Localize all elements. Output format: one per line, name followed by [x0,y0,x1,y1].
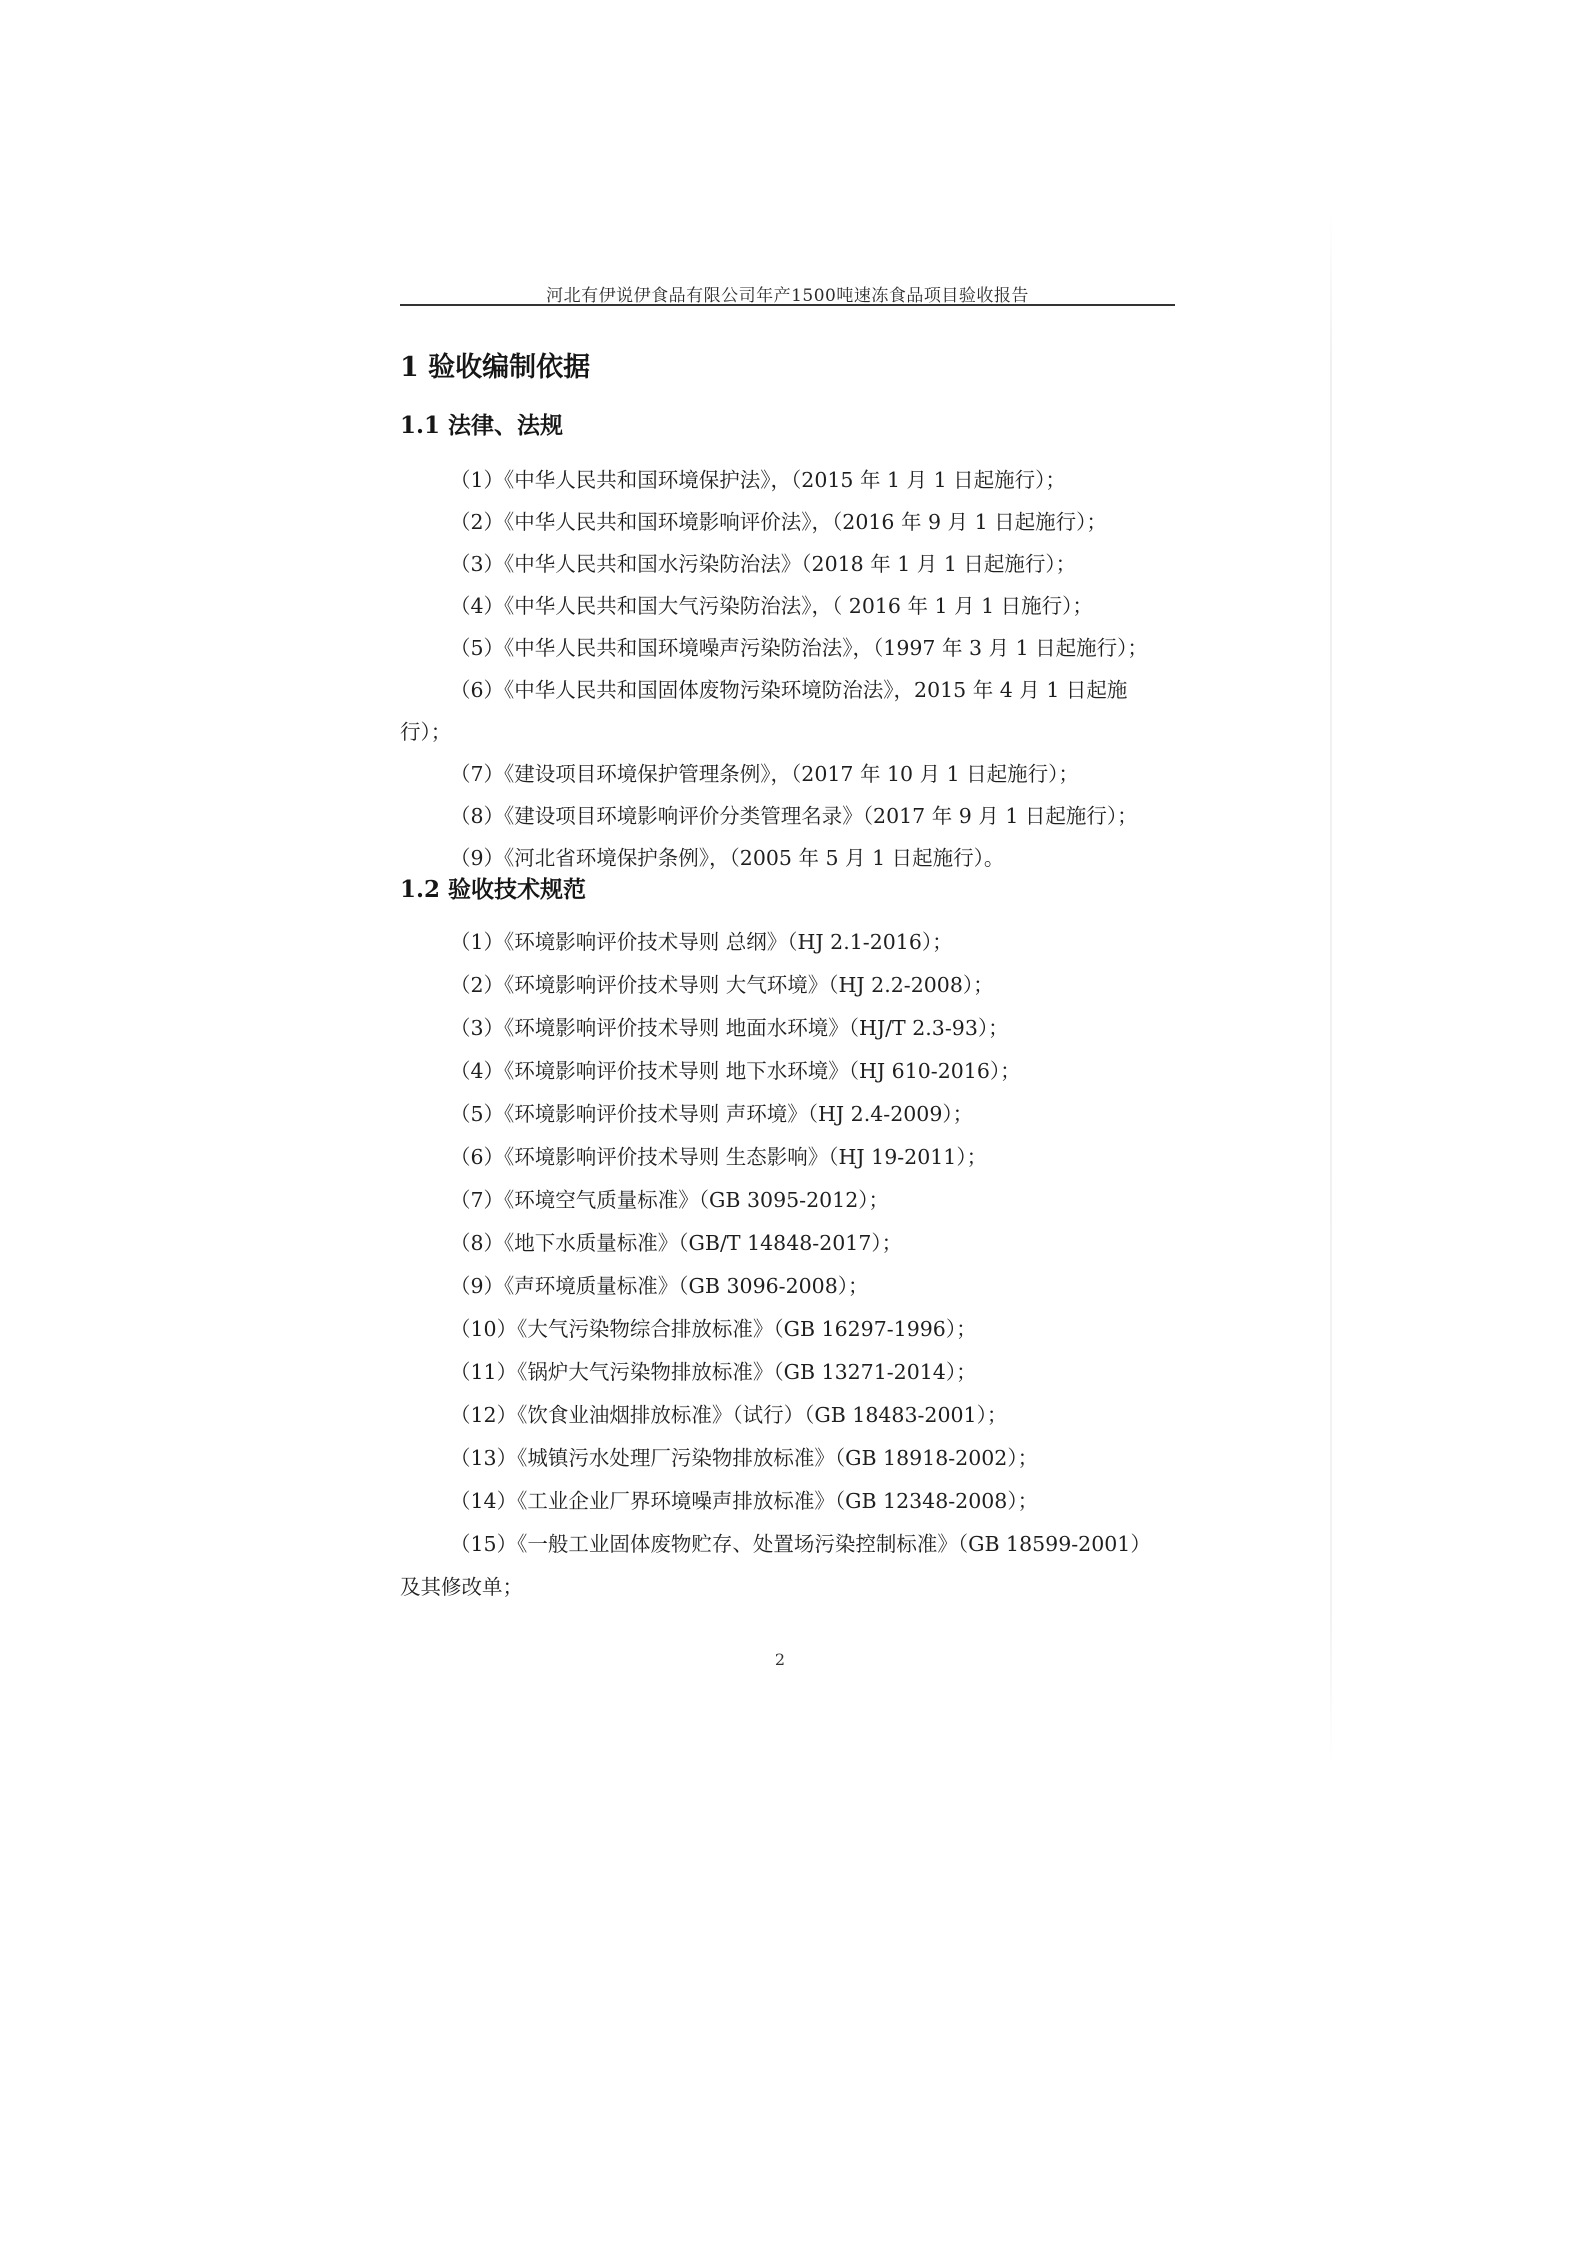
law-item-6: （6）《中华人民共和国固体废物污染环境防治法》，2015 年 4 月 1 日起施 [450,678,1128,702]
law-item-2: （2）《中华人民共和国环境影响评价法》，（2016 年 9 月 1 日起施行）； [450,510,1107,534]
section-1-2-heading: 1.2 验收技术规范 [400,876,587,903]
spec-item-11: （11）《锅炉大气污染物排放标准》（GB 13271-2014）； [450,1360,977,1384]
spec-item-8: （8）《地下水质量标准》（GB/T 14848-2017）； [450,1231,903,1255]
spec-item-15: （15）《一般工业固体废物贮存、处置场污染控制标准》（GB 18599-2001） [450,1532,1151,1556]
spec-item-6: （6）《环境影响评价技术导则 生态影响》（HJ 19-2011）； [450,1145,988,1169]
law-item-1: （1）《中华人民共和国环境保护法》，（2015 年 1 月 1 日起施行）； [450,468,1066,492]
spec-item-15-continuation: 及其修改单； [400,1575,523,1599]
law-item-4: （4）《中华人民共和国大气污染防治法》，（ 2016 年 1 月 1 日施行）； [450,594,1093,618]
scan-shadow-edge [1330,210,1332,1770]
spec-item-14: （14）《工业企业厂界环境噪声排放标准》（GB 12348-2008）； [450,1489,1039,1513]
spec-item-4: （4）《环境影响评价技术导则 地下水环境》（HJ 610-2016）； [450,1059,1021,1083]
spec-item-1: （1）《环境影响评价技术导则 总纲》（HJ 2.1-2016）； [450,930,953,954]
spec-item-7: （7）《环境空气质量标准》（GB 3095-2012）； [450,1188,890,1212]
law-item-7: （7）《建设项目环境保护管理条例》，（2017 年 10 月 1 日起施行）； [450,762,1079,786]
spec-item-9: （9）《声环境质量标准》（GB 3096-2008）； [450,1274,869,1298]
law-item-9: （9）《河北省环境保护条例》，（2005 年 5 月 1 日起施行）。 [450,846,1005,870]
spec-item-5: （5）《环境影响评价技术导则 声环境》（HJ 2.4-2009）； [450,1102,974,1126]
running-header: 河北有伊说伊食品有限公司年产1500吨速冻食品项目验收报告 [546,286,1029,306]
section-1-heading: 1 验收编制依据 [400,352,591,383]
header-rule [400,304,1175,306]
law-item-6-continuation: 行）； [400,720,452,744]
law-item-3: （3）《中华人民共和国水污染防治法》（2018 年 1 月 1 日起施行）； [450,552,1077,576]
section-1-1-heading: 1.1 法律、法规 [400,412,564,439]
law-item-5: （5）《中华人民共和国环境噪声污染防治法》，（1997 年 3 月 1 日起施行）； [450,636,1148,660]
spec-item-12: （12）《饮食业油烟排放标准》（试行）（GB 18483-2001）； [450,1403,1008,1427]
page-number: 2 [774,1650,786,1669]
spec-item-13: （13）《城镇污水处理厂污染物排放标准》（GB 18918-2002）； [450,1446,1039,1470]
spec-item-2: （2）《环境影响评价技术导则 大气环境》（HJ 2.2-2008）； [450,973,994,997]
law-item-8: （8）《建设项目环境影响评价分类管理名录》（2017 年 9 月 1 日起施行）； [450,804,1138,828]
spec-item-3: （3）《环境影响评价技术导则 地面水环境》（HJ/T 2.3-93）； [450,1016,1009,1040]
spec-item-10: （10）《大气污染物综合排放标准》（GB 16297-1996）； [450,1317,977,1341]
